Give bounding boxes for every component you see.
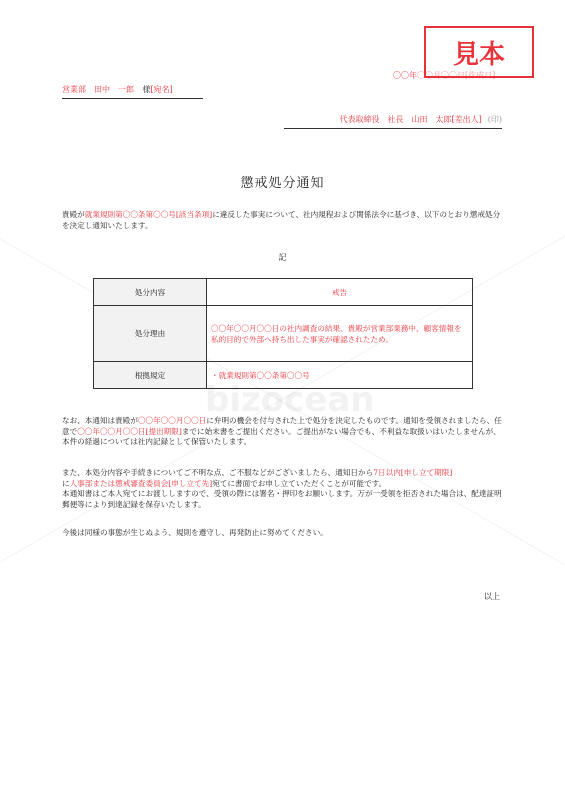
- inquiry-text: に: [62, 478, 70, 488]
- appeal-period: 7日以内[申し立て期限]: [373, 468, 453, 477]
- inquiry-text: 本通知書はご本人宛てにお渡ししますので、受領の際には署名・押印をお願いします。万が一受領を拒否された場合は、配達証明郵便等により到達記録を保存いたします。: [62, 489, 502, 509]
- issue-date-year: 〇〇年: [393, 71, 417, 80]
- inquiry-text: また、本処分内容や手続きについてご不明な点、ご不服などがございましたら、通知日から: [62, 468, 374, 477]
- inquiry-paragraph: [62, 468, 507, 510]
- table-label: 処分理由: [94, 306, 207, 362]
- inquiry-text: 宛てに書面でお申し立ていただくことが可能です。: [212, 478, 387, 488]
- intro-paragraph: [62, 210, 502, 231]
- notice-text: なお、本通知は貴殿が: [62, 416, 138, 425]
- final-paragraph: 今後は同様の事態が生じぬよう、規則を遵守し、再発防止に努めてください。: [62, 528, 328, 537]
- sender-role: [差出人]: [451, 115, 482, 124]
- notice-paragraph: [62, 416, 507, 448]
- table-row: [94, 279, 473, 306]
- table-label: 処分内容: [94, 279, 207, 306]
- hearing-date: 〇〇年〇〇月〇〇日: [137, 416, 207, 425]
- sample-stamp: 見本: [424, 26, 534, 78]
- recipient-name: 営業部 田中 一郎: [62, 85, 134, 94]
- table-value: 〇〇年〇〇月〇〇日の社内調査の結果、貴殿が営業部業務中、顧客情報を私的目的で外部へ持ち出した事実が確認されたため。: [207, 306, 473, 362]
- submission-deadline: 〇〇年〇〇月〇〇日[提出期限]: [77, 426, 182, 436]
- notice-text: までに始末書をご提出ください。ご提出がない場合でも、不利益な取扱いはいたしませんが、本件の経過については社内記録として保管いたします。: [62, 426, 501, 446]
- issue-date: [393, 70, 495, 81]
- closing-mark: 以上: [484, 592, 500, 601]
- document-title: 懲戒処分通知: [240, 176, 325, 191]
- issue-date-rest: 〇〇月〇〇日[作成日]: [417, 71, 496, 80]
- watermark-line: [0, 175, 565, 626]
- notice-text: に弁明の機会を付与された上で処分を決定したものです。通知を受領されましたら、任意で: [62, 416, 502, 436]
- watermark-line: [0, 175, 565, 626]
- table-label: 根拠規定: [94, 362, 207, 389]
- table-value: ・就業規則第〇〇条第〇〇号: [207, 362, 473, 389]
- table-row: [94, 306, 473, 362]
- appeal-destination: 人事部または懲戒審査委員会[申し立て先]: [69, 478, 213, 488]
- sender-name: 代表取締役 社長 山田 太郎: [339, 115, 452, 124]
- recipient-line: [62, 84, 203, 99]
- seal-mark: (印): [487, 115, 502, 124]
- intro-text-start: 貴殿が: [62, 210, 85, 219]
- discipline-table: [93, 278, 473, 389]
- table-value: 戒告: [207, 279, 473, 306]
- table-row: [94, 362, 473, 389]
- watermark-logo: bizocean: [205, 380, 375, 420]
- intro-text-end: に違反した事実について、社内規程および関係法令に基づき、以下のとおり懲戒処分を決定し通知いたします。: [62, 210, 501, 230]
- sender-line: [284, 114, 502, 129]
- violated-rule: 就業規則第〇〇条第〇〇号[該当条項]: [84, 210, 213, 219]
- ki-marker: 記: [278, 253, 287, 262]
- recipient-role: [宛名]: [150, 85, 173, 94]
- recipient-honorific: 様: [142, 85, 151, 94]
